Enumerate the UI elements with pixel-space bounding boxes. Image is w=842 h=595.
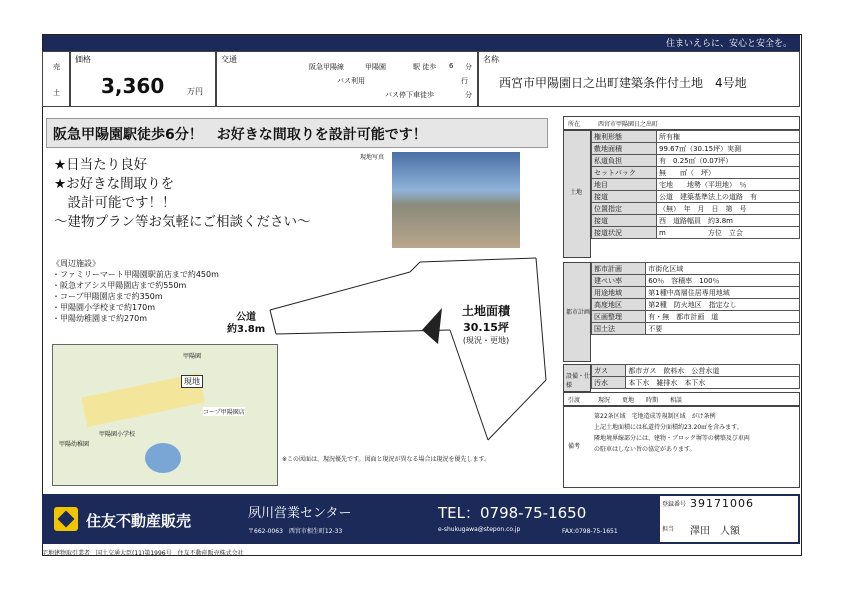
selling-points <box>54 156 311 232</box>
facility-section-label: 設備・仕様 <box>563 364 591 392</box>
nearby-facilities <box>52 258 219 324</box>
map-label: 甲陽園小学校 <box>99 431 136 438</box>
nearby-item: ・阪急オアシス甲陽園店まで約550m <box>52 281 187 290</box>
land-area-block <box>462 302 510 346</box>
spec-row: 私道負担 有 0.25㎡（0.07坪） <box>592 155 800 167</box>
map-label: コープ甲陽園店 <box>203 409 245 416</box>
spec-row: 敷地面積 99.67㎡（30.15坪）実測 <box>592 143 800 155</box>
remarks-box: 備考 第22条区域 宅地造成等規制区域 がけ条例 上記土地面積には私道持分面積約23.20㎡を含みます。 隣地境界線部分には、建物・ブロック塀等の構築及び車両 の駐車はしない旨の協定があります。 <box>563 406 800 488</box>
road-label: 公道 <box>236 312 257 323</box>
location-label: 所在 <box>568 121 581 128</box>
price-label: 価格 <box>75 55 91 64</box>
sale-type-box <box>42 51 70 107</box>
fine-print: 宅地建物取引業者 国土交通大臣(11)第1996号 住友不動産販売株式会社 <box>42 550 244 557</box>
registration-panel <box>660 496 798 542</box>
spec-row: ガス 都市ガス 飲料水 公営水道 <box>592 365 800 377</box>
facility-spec-table <box>591 364 800 389</box>
land-area-note: (現況・更地) <box>462 336 510 345</box>
fax-number: FAX:0798-75-1651 <box>562 528 618 535</box>
price-unit: 万円 <box>187 87 203 96</box>
bus-unit: 行 <box>461 77 468 85</box>
spec-row: 建ぺい率 60％ 容積率 100％ <box>592 275 800 287</box>
nearby-item: ・甲陽園小学校まで約170m <box>52 303 156 312</box>
station-name: 甲陽園 <box>365 63 386 71</box>
reg-label: 登録番号 <box>662 501 687 508</box>
land-spec-table <box>591 130 800 239</box>
point-2: ★お好きな間取りを <box>54 176 175 192</box>
nearby-title: 《周辺施設》 <box>52 259 100 268</box>
phone-number: TEL：0798-75-1650 <box>438 504 587 522</box>
map-pond <box>145 443 181 473</box>
staff-label: 担当 <box>662 526 675 533</box>
land-area-title: 土地面積 <box>462 304 511 318</box>
company-logo-icon <box>54 507 78 531</box>
bus-walk-unit: 分 <box>465 91 472 99</box>
spec-row: 高度地区 第2種 防火地区 指定なし <box>592 299 800 311</box>
company-name: 住友不動産販売 <box>86 512 192 530</box>
delivery-row: 引渡 現況 更地 時期 相談 <box>563 392 800 406</box>
spec-row: セットバック 無 ㎡（ 坪） <box>592 167 800 179</box>
plot-diagram <box>260 250 560 450</box>
price-box <box>70 51 216 107</box>
email-address[interactable]: e-shukugawa@stepon.co.jp <box>438 526 521 533</box>
name-box <box>478 51 800 107</box>
sale-type-1: 売 <box>53 63 60 71</box>
branch-name: 夙川営業センター <box>248 506 352 521</box>
bus-walk: バス停下車徒歩 <box>385 91 434 99</box>
price-value: 3,360 <box>101 74 165 98</box>
spec-row: 汚水 本下水 雑排水 本下水 <box>592 377 800 389</box>
point-3: 設計可能です！！ <box>54 195 176 211</box>
spec-row: 接道 西 道路幅員 約3.8m <box>592 215 800 227</box>
spec-row: 区画整理 有・無 都市計画 道 <box>592 311 800 323</box>
spec-row: 都市計画 市街化区域 <box>592 263 800 275</box>
remarks-text: 第22条区域 宅地造成等規制区域 がけ条例 上記土地面積には私道持分面積約23.20㎡を含みます。 隣地境界線部分には、建物・ブロック塀等の構築及び車両 の駐車はしない旨の協定があります。 <box>594 413 750 453</box>
location-value: 西宮市甲陽園日之出町 <box>598 121 659 128</box>
road-info <box>227 312 265 336</box>
spec-row: 接道状況 m 方位 立会 <box>592 227 800 239</box>
site-photo <box>392 152 520 248</box>
walk-unit: 分 <box>465 63 472 71</box>
nearby-item: ・甲陽幼稚園まで約270m <box>52 314 148 323</box>
area-map <box>52 344 278 486</box>
road-width: 約3.8m <box>227 324 266 335</box>
spec-row: 国土法 不要 <box>592 323 800 335</box>
photo-caption: 現地写真 <box>360 154 385 161</box>
nearby-item: ・ファミリーマート甲陽園駅前店まで約450m <box>52 270 219 279</box>
footer-bar <box>42 494 800 544</box>
sale-type-2: 土 <box>53 89 60 97</box>
point-4: 〜建物プラン等お気軽にご相談ください〜 <box>54 214 311 230</box>
map-label: 甲陽幼稚園 <box>59 441 90 448</box>
north-arrow-icon <box>422 308 442 344</box>
spec-row: 位置指定 （無） 年 月 日 第 号 <box>592 203 800 215</box>
walk-minutes: 6 <box>449 62 454 70</box>
name-label: 名称 <box>483 55 499 64</box>
location-row <box>563 116 800 130</box>
headline-bar <box>46 118 548 148</box>
city-section-label: 都市計画 <box>563 262 591 362</box>
reg-number: 39171006 <box>690 497 754 510</box>
disclaimer: ※この図面は、現況優先です。図面と現況が異なる場合は現況を優先します。 <box>282 456 491 463</box>
spec-row: 権利形態 所有権 <box>592 131 800 143</box>
line-name: 阪急甲陽線 <box>309 63 344 71</box>
walk-label: 駅 徒歩 <box>413 63 437 71</box>
staff-name: 澤田 人額 <box>690 526 740 537</box>
transport-label: 交通 <box>221 55 237 64</box>
city-spec-table <box>591 262 800 335</box>
transport-box <box>216 51 478 107</box>
point-1: ★日当たり良好 <box>54 157 148 173</box>
property-name: 西宮市甲陽園日之出町建築条件付土地 4号地 <box>499 76 747 90</box>
map-label: 甲陽園 <box>183 353 202 360</box>
nearby-item: ・コープ甲陽園店まで約350m <box>52 292 163 301</box>
spec-row: 接道 公道 建築基準法上の道路 有 <box>592 191 800 203</box>
map-site-label: 現地 <box>181 375 203 388</box>
branch-address: 〒662-0063 西宮市相生町12-33 <box>248 528 343 535</box>
land-area-value: 30.15坪 <box>463 321 509 334</box>
spec-row: 用途地域 第1種中高層住居専用地域 <box>592 287 800 299</box>
tagline: 住まいえらに、安心と安全を。 <box>665 39 792 49</box>
land-section-label: 土地 <box>563 130 591 258</box>
headline: 阪急甲陽園駅徒歩6分！ お好きな間取りを設計可能です！ <box>53 127 427 143</box>
bus-use: バス利用 <box>337 77 365 85</box>
spec-row: 地目 宅地 地勢（平坦地） ％ <box>592 179 800 191</box>
